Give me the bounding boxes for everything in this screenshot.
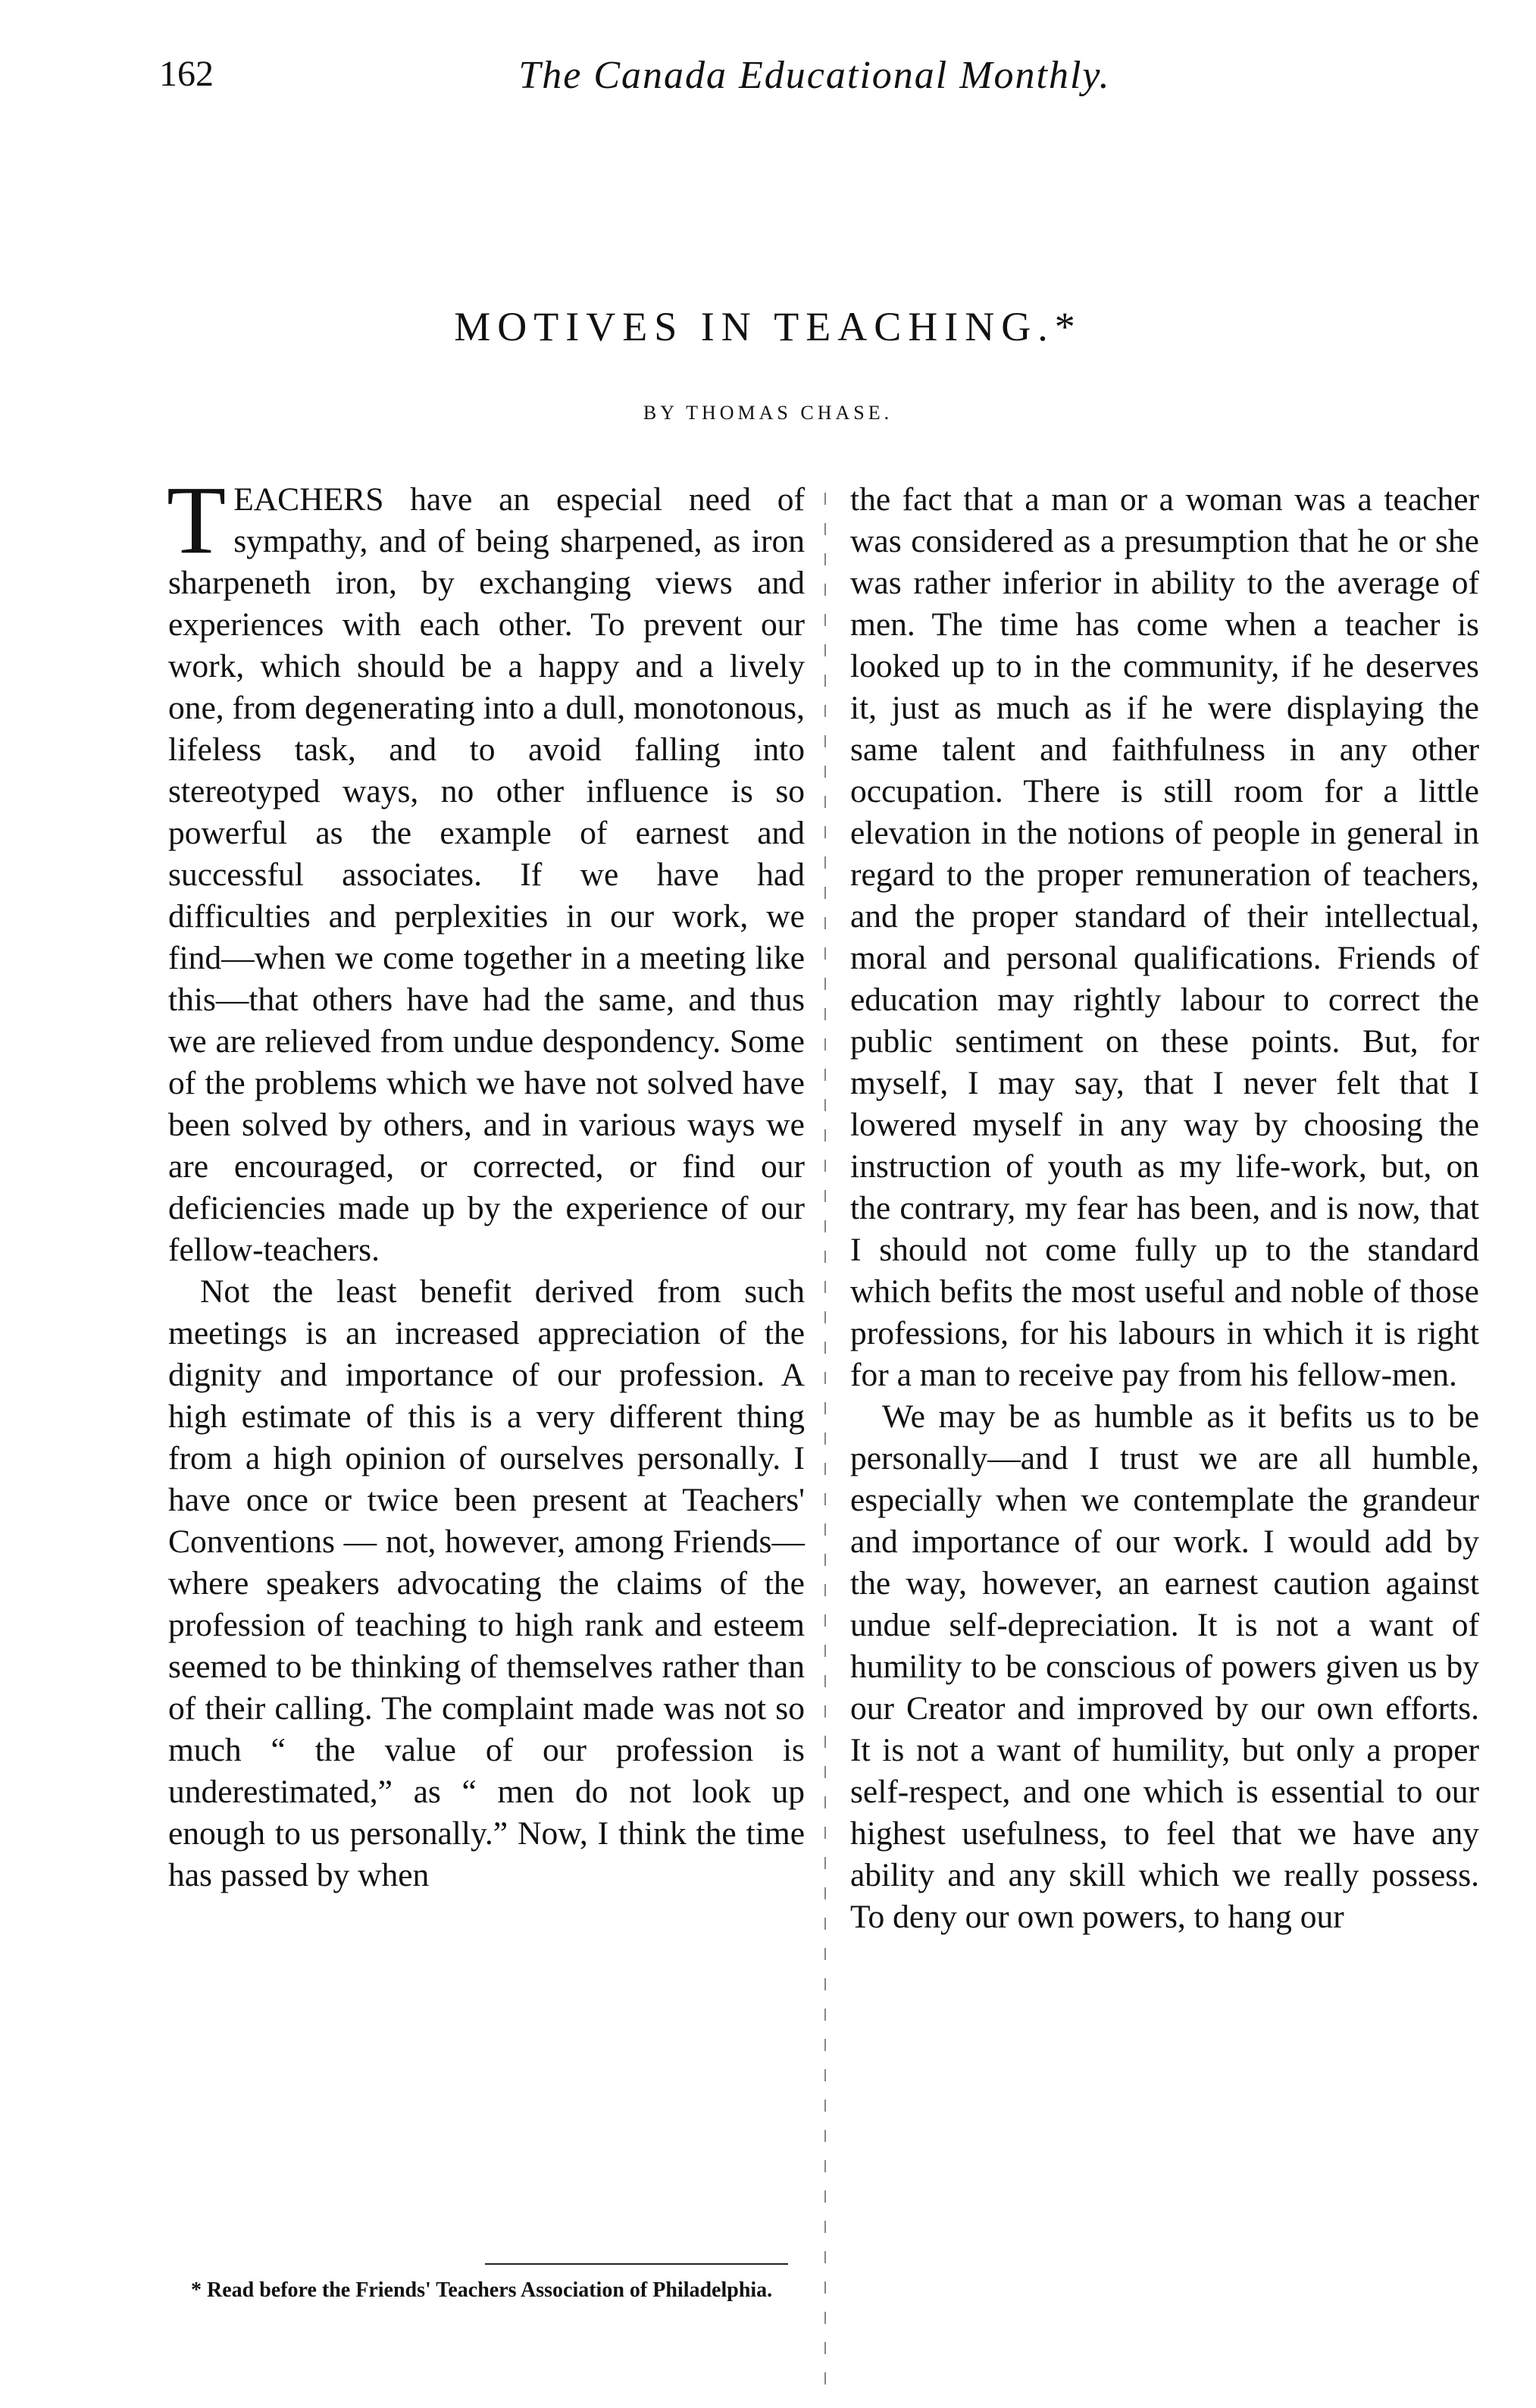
drop-cap: T	[167, 466, 227, 574]
footnote-text: * Read before the Friends' Teachers Association of Philadelphia.	[191, 2278, 773, 2302]
left-paragraph-1-text: EACHERS have an especial need of sympathy, and of being sharpened, as iron sharpeneth iron, by exchanging views and experiences with each other. To prevent our work, which should be a happy and a lively one, from degenerating into a dull, monotonous, lifeless task, and to avoid falling into stereotyped ways, no other influence is so powerful as the example of earnest and successful associates. If we have had difficulties and perplexities in our work, we find—when we come together in a meeting like this—that others have had the same, and thus we are relieved from undue despondency. Some of the problems which we have not solved have been solved by others, and in various ways we are encouraged, or corrected, or find our deficiencies made up by the experience of our fellow-teachers.	[168, 481, 805, 1268]
journal-title: The Canada Educational Monthly.	[518, 54, 1111, 97]
right-column	[850, 479, 1479, 1938]
left-column	[167, 466, 805, 1896]
right-paragraph-1: the fact that a man or a woman was a teacher was considered as a presumption that he or she was rather inferior in ability to the average of men. The time has come when a teacher is looked up to in the community, if he deserves it, just as much as if he were displaying the same talent and faithfulness in any other occupation. There is still room for a little elevation in the notions of people in general in regard to the proper remuneration of teachers, and the proper standard of their intellectual, moral and personal qualifications. Friends of education may rightly labour to correct the public sentiment on these points. But, for myself, I may say, that I never felt that I lowered myself in any way by choosing the instruction of youth as my life-work, but, on the contrary, my fear has been, and is now, that I should not come fully up to the standard which befits the most useful and noble of those professions, for his labours in which it is right for a man to receive pay from his fellow-men.	[850, 481, 1479, 1393]
right-paragraph-2: We may be as humble as it befits us to be personally—and I trust we are all humble, especially when we contemplate the grandeur and importance of our work. I would add by the way, however, an earnest caution against undue self-depreciation. It is not a want of humility to be conscious of powers given us by our Creator and improved by our own efforts. It is not a want of humility, but only a proper self-respect, and one which is essential to our highest usefulness, to feel that we have any ability and any skill which we really possess. To deny our own powers, to hang our	[850, 1398, 1479, 1935]
page-number: 162	[159, 54, 214, 94]
running-head	[159, 53, 1470, 106]
left-paragraph-2: Not the least benefit derived from such meetings is an increased appreciation of the dignity and importance of our profession. A high estimate of this is a very different thing from a high opinion of ourselves personally. I have once or twice been present at Teachers' Conventions — not, however, among Friends—where speakers advocating the claims of the profession of teaching to high rank and esteem seemed to be thinking of themselves rather than of their calling. The complaint made was not so much “ the value of our profession is underestimated,” as “ men do not look up enough to us personally.” Now, I think the time has passed by when	[168, 1273, 805, 1893]
column-divider	[824, 493, 826, 2403]
article-title: MOTIVES IN TEACHING.*	[454, 304, 1082, 349]
byline: BY THOMAS CHASE.	[643, 402, 893, 424]
left-paragraph-1	[167, 466, 805, 1271]
footnote-rule	[485, 2263, 788, 2265]
footnote	[168, 2275, 820, 2306]
